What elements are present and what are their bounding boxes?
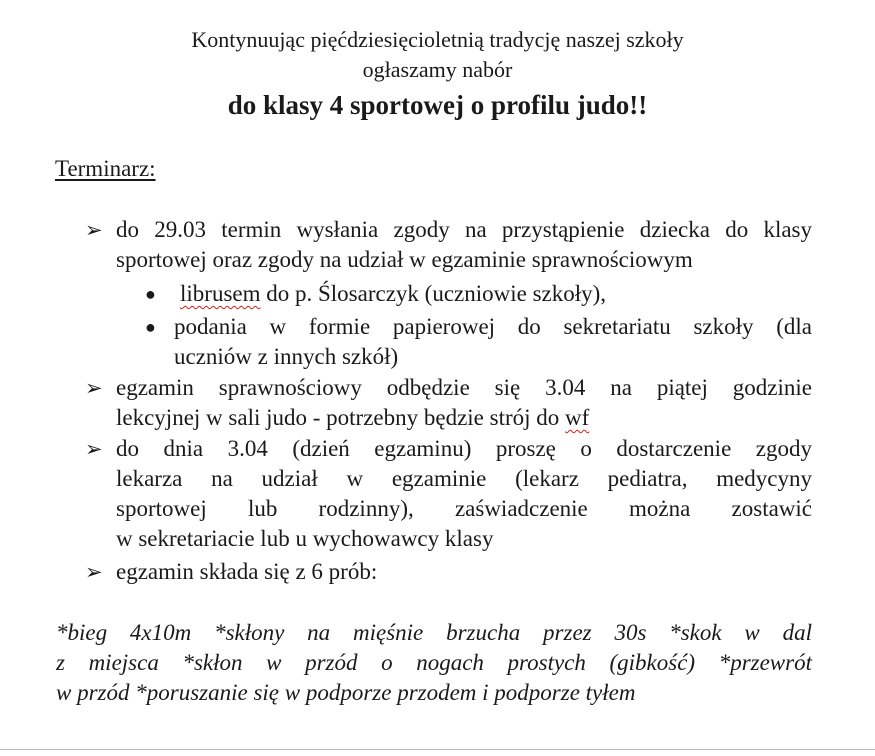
arrow-bullet-icon: ➢ bbox=[85, 376, 103, 400]
bullet-1-line-1: do 29.03 termin wysłania zgody na przystąpienie dziecka do klasy bbox=[116, 217, 812, 242]
sub-bullet-2-line-2: uczniów z innych szkół) bbox=[174, 344, 399, 369]
arrow-bullet-icon: ➢ bbox=[85, 218, 103, 242]
sub-bullet-1 bbox=[180, 279, 606, 309]
bullet-3-line-4: w sekretariacie lub u wychowawcy klasy bbox=[116, 526, 494, 551]
sub-bullet-1-text: do p. Ślosarczyk (uczniowie szkoły), bbox=[260, 281, 607, 306]
bullet-3-line-2: lekarza na udział w egzaminie (lekarz pediatra, medycyny bbox=[116, 466, 812, 491]
misspelled-word: wf bbox=[565, 405, 590, 430]
bullet-3-line-3: sportowej lub rodzinny), zaświadczenie można zostawić bbox=[116, 496, 812, 521]
intro-line: Kontynuując pięćdziesięcioletnią tradycję naszej szkoły bbox=[191, 27, 684, 52]
tests-line-2: z miejsca *skłon w przód o nogach prostych (gibkość) *przewrót bbox=[56, 650, 812, 675]
page-divider bbox=[0, 749, 875, 750]
tests-line-1: *bieg 4x10m *skłony na mięśnie brzucha przez 30s *skok w dal bbox=[56, 620, 812, 645]
misspelled-word: librusem bbox=[180, 281, 261, 306]
tests-line-3: w przód *poruszanie się w podporze przodem i podporze tyłem bbox=[56, 680, 636, 705]
bullet-3-line-1: do dnia 3.04 (dzień egzaminu) proszę o dostarczenie zgody bbox=[116, 436, 812, 461]
announcement-line: ogłaszamy nabór bbox=[362, 57, 513, 82]
bullet-2-line-2 bbox=[116, 403, 589, 433]
headline: do klasy 4 sportowej o profilu judo!! bbox=[227, 90, 648, 120]
section-title: Terminarz: bbox=[55, 156, 156, 181]
dot-bullet-icon: ● bbox=[145, 317, 156, 337]
arrow-bullet-icon: ➢ bbox=[85, 437, 103, 461]
dot-bullet-icon: ● bbox=[145, 284, 156, 304]
bullet-2-text: lekcyjnej w sali judo - potrzebny będzie strój do bbox=[116, 405, 566, 430]
bullet-2-line-1: egzamin sprawnościowy odbędzie się 3.04 na piątej godzinie bbox=[116, 375, 812, 400]
bullet-1-line-2: sportowej oraz zgody na udział w egzaminie sprawnościowym bbox=[116, 247, 693, 272]
bullet-4-line-1: egzamin składa się z 6 prób: bbox=[116, 559, 378, 584]
sub-bullet-2-line-1: podania w formie papierowej do sekretariatu szkoły (dla bbox=[174, 314, 812, 339]
arrow-bullet-icon: ➢ bbox=[85, 560, 103, 584]
